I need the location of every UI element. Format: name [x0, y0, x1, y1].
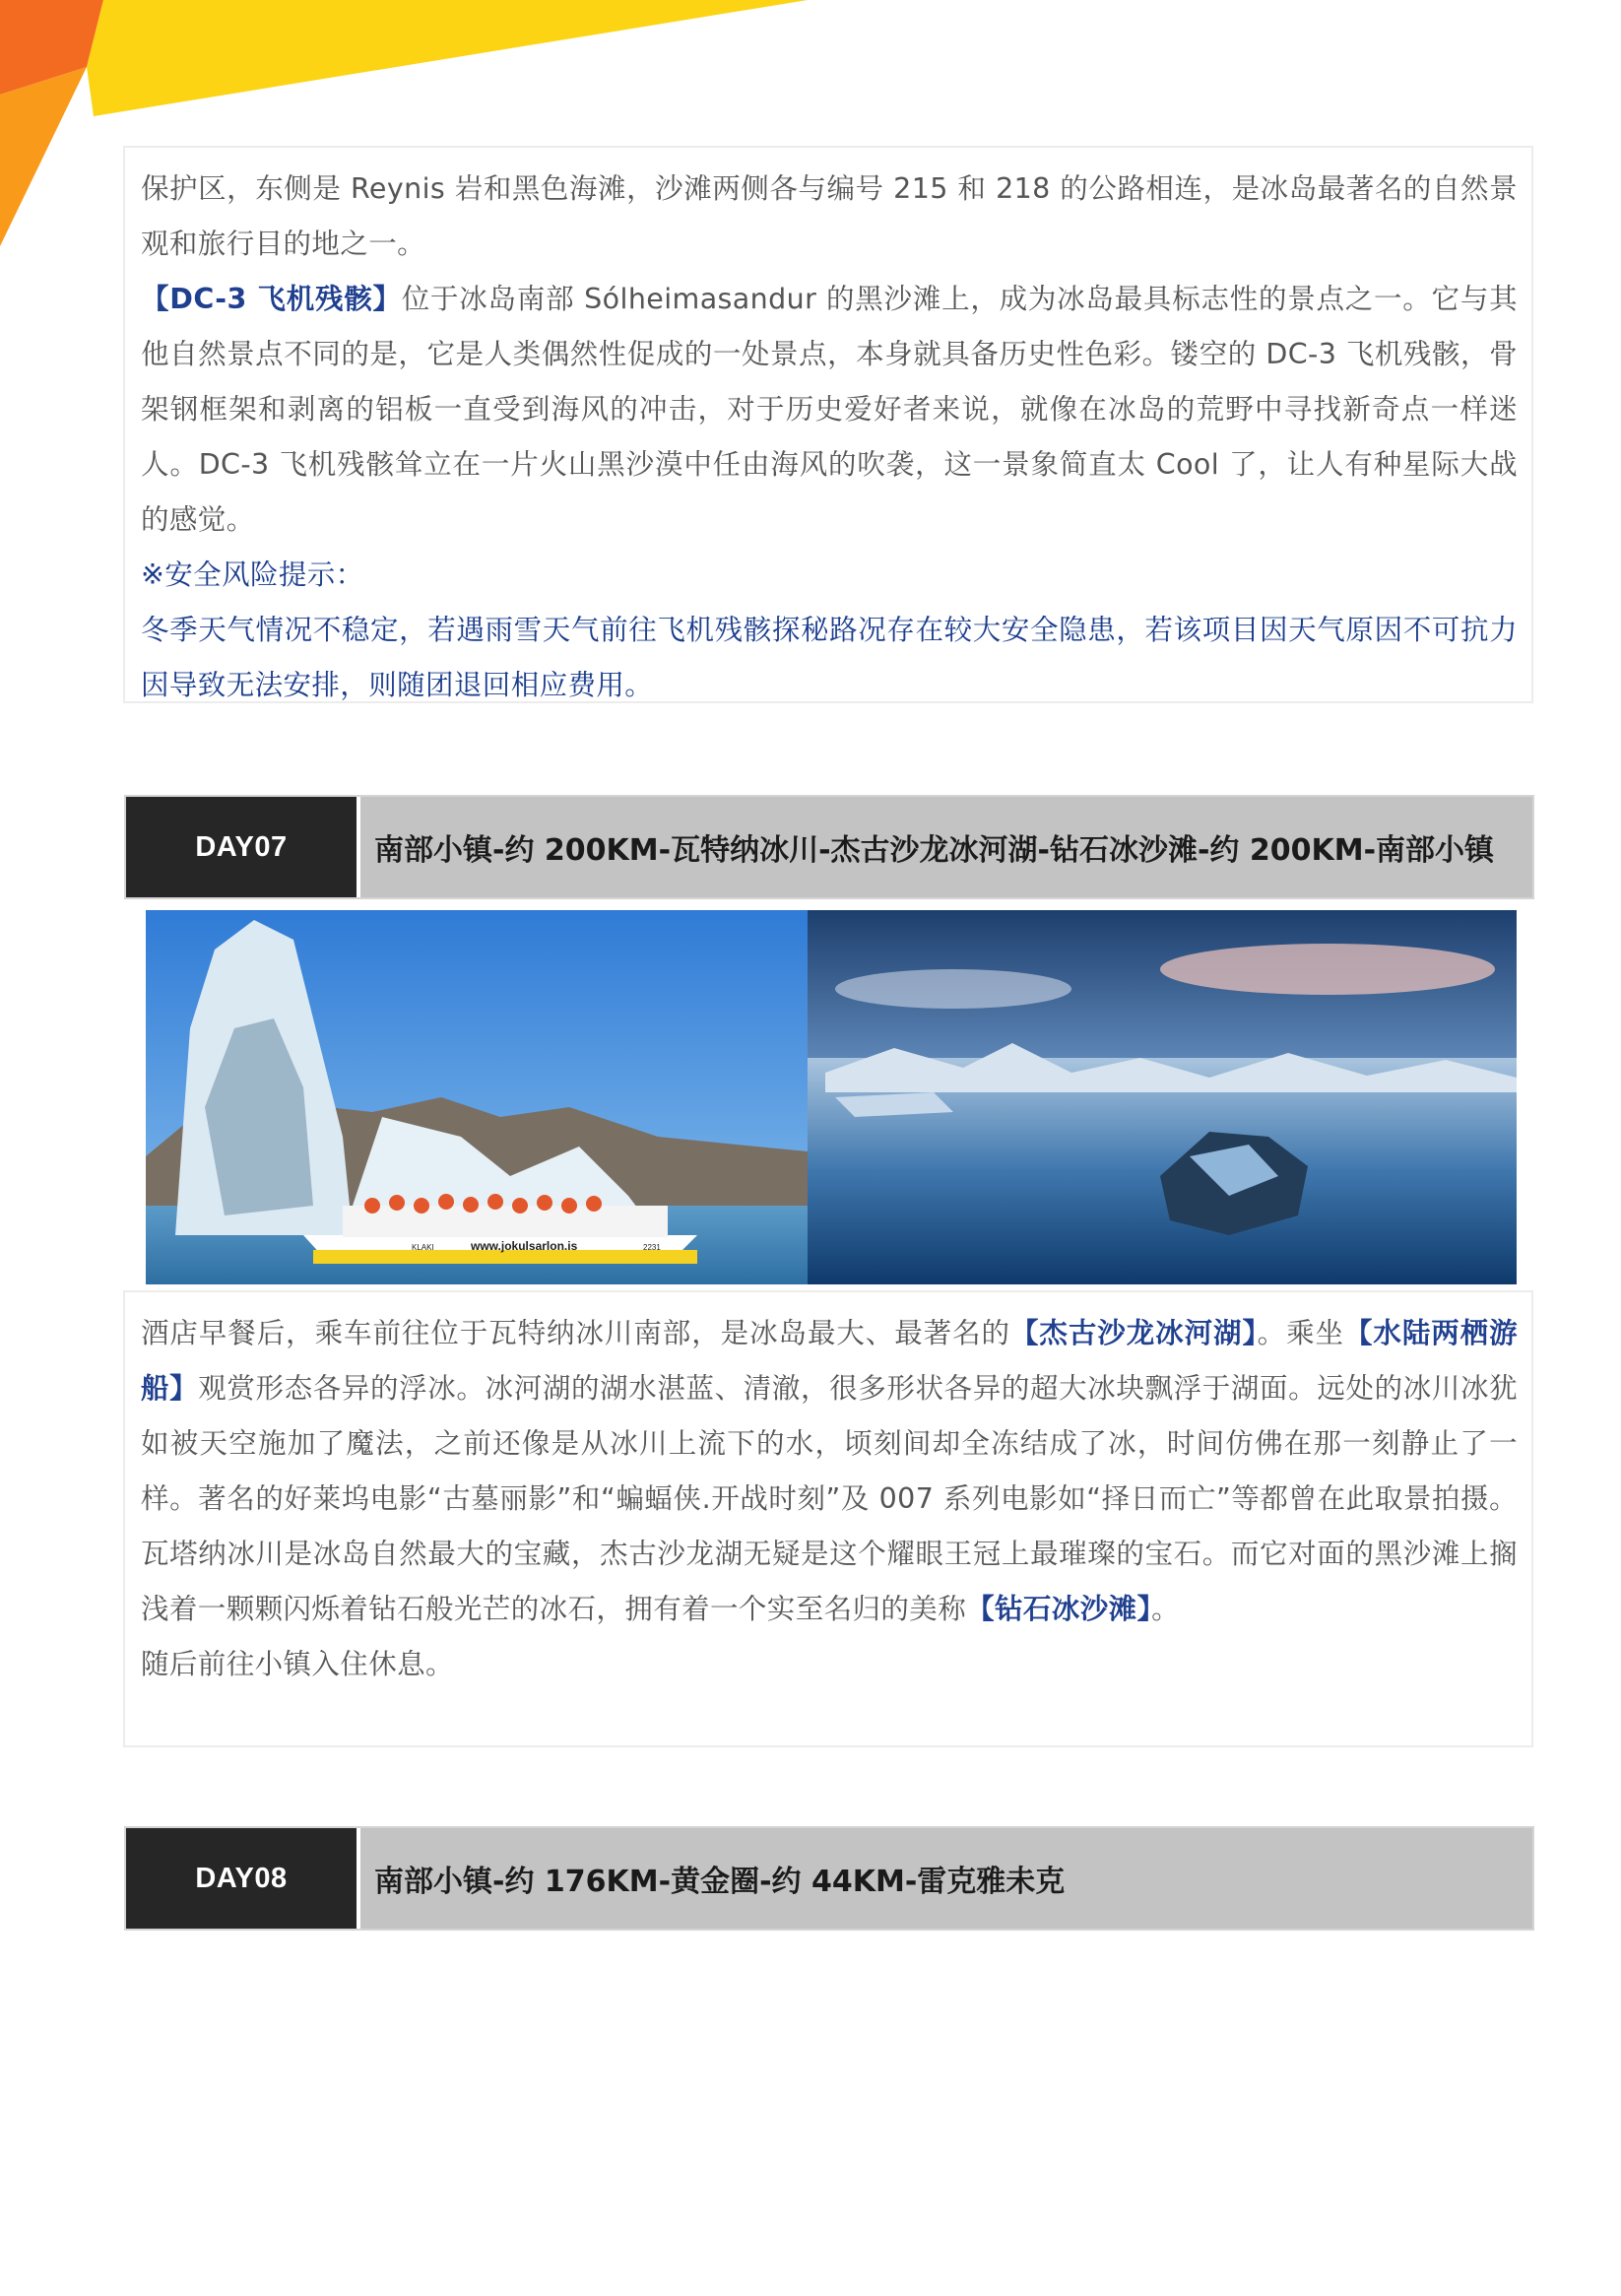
day07-text-b: 。乘坐	[1257, 1317, 1344, 1349]
diamond-beach-highlight: 【钻石冰沙滩】	[966, 1593, 1152, 1625]
day08-label: DAY08	[126, 1828, 357, 1929]
dc3-paragraph	[141, 272, 1518, 548]
glacier-lagoon-photo	[808, 910, 1517, 1284]
intro-text-panel	[123, 146, 1533, 703]
day07-label: DAY07	[126, 797, 357, 897]
safety-warning-text: 冬季天气情况不稳定，若遇雨雪天气前往飞机残骸探秘路况存在较大安全隐患，若该项目因天气原因不可抗力因导致无法安排，则随团退回相应费用。	[141, 614, 1518, 701]
boat-number-text: 2231	[643, 1243, 661, 1252]
day08-title: 南部小镇-约 176KM-黄金圈-约 44KM-雷克雅未克	[360, 1828, 1532, 1929]
safety-warning-title: ※安全风险提示：	[141, 558, 364, 591]
day07-text-c: 观赏形态各异的浮冰。冰河湖的湖水湛蓝、清澈，很多形状各异的超大冰块飘浮于湖面。远处的冰川冰犹如被天空施加了魔法，之前还像是从冰川上流下的水，顷刻间却全冻结成了冰，时间仿佛在那一刻静止了一样。著名的好莱坞电影“古墓丽影”和“蝙蝠侠.开战时刻”及 007 系列电影如“择日而亡”等都曾在此取景拍摄。瓦塔纳冰川是冰岛自然最大的宝藏，杰古沙龙湖无疑是这个耀眼王冠上最璀璨的宝石。而它对面的黑沙滩上搁浅着一颗颗闪烁着钻石般光芒的冰石，拥有着一个实至名归的美称	[141, 1372, 1518, 1625]
reynis-paragraph: 保护区，东侧是 Reynis 岩和黑色海滩，沙滩两侧各与编号 215 和 218 的公路相连，是冰岛最著名的自然景观和旅行目的地之一。	[141, 172, 1518, 260]
day07-photo-strip	[146, 910, 1517, 1284]
amphibious-boat-photo	[146, 910, 808, 1284]
day07-rest-paragraph: 随后前往小镇入住休息。	[141, 1648, 454, 1680]
day07-title: 南部小镇-约 200KM-瓦特纳冰川-杰古沙龙冰河湖-钻石冰沙滩-约 200KM-南部小镇	[360, 797, 1532, 897]
boat-name-text: KLAKI	[412, 1243, 434, 1252]
day08-header	[124, 1826, 1534, 1931]
dc3-text: 位于冰岛南部 Sólheimasandur 的黑沙滩上，成为冰岛最具标志性的景点之一。它与其他自然景点不同的是，它是人类偶然性促成的一处景点，本身就具备历史性色彩。镂空的 DC-3 飞机残骸，骨架钢框架和剥离的铝板一直受到海风的冲击，对于历史爱好者来说，就像在冰岛的荒野中寻找新奇点一样迷人。DC-3 飞机残骸耸立在一片火山黑沙漠中任由海风的吹袭，这一景象简直太 Cool 了，让人有种星际大战的感觉。	[141, 283, 1518, 536]
amphibious-boat-highlight: 【水陆两栖游船】	[141, 1317, 1519, 1405]
jokulsarlon-highlight: 【杰古沙龙冰河湖】	[1009, 1317, 1258, 1349]
dc3-highlight: 【DC-3 飞机残骸】	[141, 283, 402, 315]
day07-text-a: 酒店早餐后，乘车前往位于瓦特纳冰川南部，是冰岛最大、最著名的	[141, 1317, 1010, 1349]
boat-website-text: www.jokulsarlon.is	[471, 1239, 578, 1253]
day07-text-d: 。	[1151, 1593, 1181, 1625]
day07-header	[124, 795, 1534, 899]
day07-itinerary-paragraph	[141, 1306, 1518, 1637]
day07-text-panel	[123, 1290, 1533, 1747]
